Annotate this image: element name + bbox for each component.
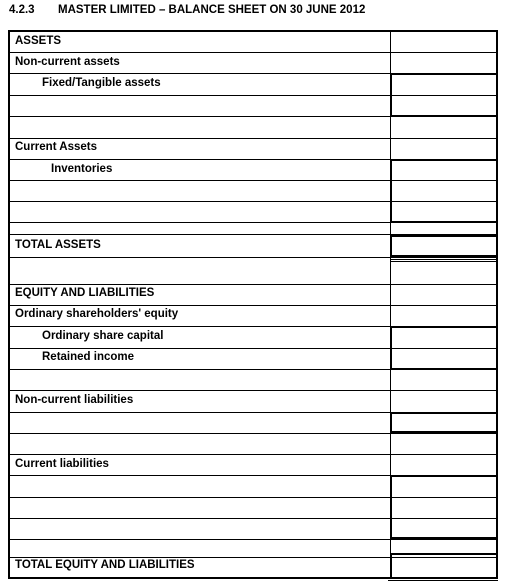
amount-box xyxy=(390,73,498,117)
row-label: TOTAL ASSETS xyxy=(15,239,101,251)
row-label: Fixed/Tangible assets xyxy=(42,77,161,89)
table-row xyxy=(10,433,392,454)
row-label: Ordinary shareholders' equity xyxy=(15,308,179,320)
row-label: Inventories xyxy=(51,163,113,175)
table-row xyxy=(10,258,392,279)
table-row xyxy=(10,369,392,390)
balance-sheet-title: MASTER LIMITED – BALANCE SHEET ON 30 JUNE 2012 xyxy=(58,4,366,16)
total-underline xyxy=(388,578,498,581)
balance-sheet-table xyxy=(8,30,498,579)
row-label: Retained income xyxy=(42,351,135,363)
section-heading xyxy=(9,4,365,16)
table-row xyxy=(10,327,392,348)
row-label: Non-current liabilities xyxy=(15,394,134,406)
table-row xyxy=(10,236,392,257)
row-label: EQUITY AND LIABILITIES xyxy=(15,287,155,299)
table-row xyxy=(10,284,392,305)
table-row xyxy=(10,181,392,202)
table-row xyxy=(10,160,392,181)
table-row xyxy=(10,348,392,369)
amount-box xyxy=(390,326,498,370)
table-row xyxy=(10,455,392,476)
table-row xyxy=(10,138,392,159)
table-row xyxy=(10,32,392,53)
amount-box xyxy=(390,412,498,433)
total-underline xyxy=(390,259,498,262)
table-row xyxy=(10,74,392,95)
table-row xyxy=(10,96,392,117)
row-label: Non-current assets xyxy=(15,56,120,68)
table-row xyxy=(10,556,392,577)
table-row xyxy=(10,476,392,497)
row-label: TOTAL EQUITY AND LIABILITIES xyxy=(15,559,195,571)
table-row xyxy=(10,53,392,74)
row-label: ASSETS xyxy=(15,35,62,47)
row-label: Current Assets xyxy=(15,141,98,153)
amount-box xyxy=(390,159,498,223)
row-label: Current liabilities xyxy=(15,458,109,470)
table-row xyxy=(10,391,392,412)
table-row xyxy=(10,518,392,539)
table-row xyxy=(10,305,392,326)
table-row xyxy=(10,202,392,223)
table-row xyxy=(10,117,392,138)
section-number: 4.2.3 xyxy=(9,4,35,16)
table-row xyxy=(10,412,392,433)
amount-box xyxy=(390,235,498,257)
amount-box xyxy=(390,553,498,579)
amount-box xyxy=(390,475,498,539)
row-label: Ordinary share capital xyxy=(42,330,164,342)
table-row xyxy=(10,497,392,518)
